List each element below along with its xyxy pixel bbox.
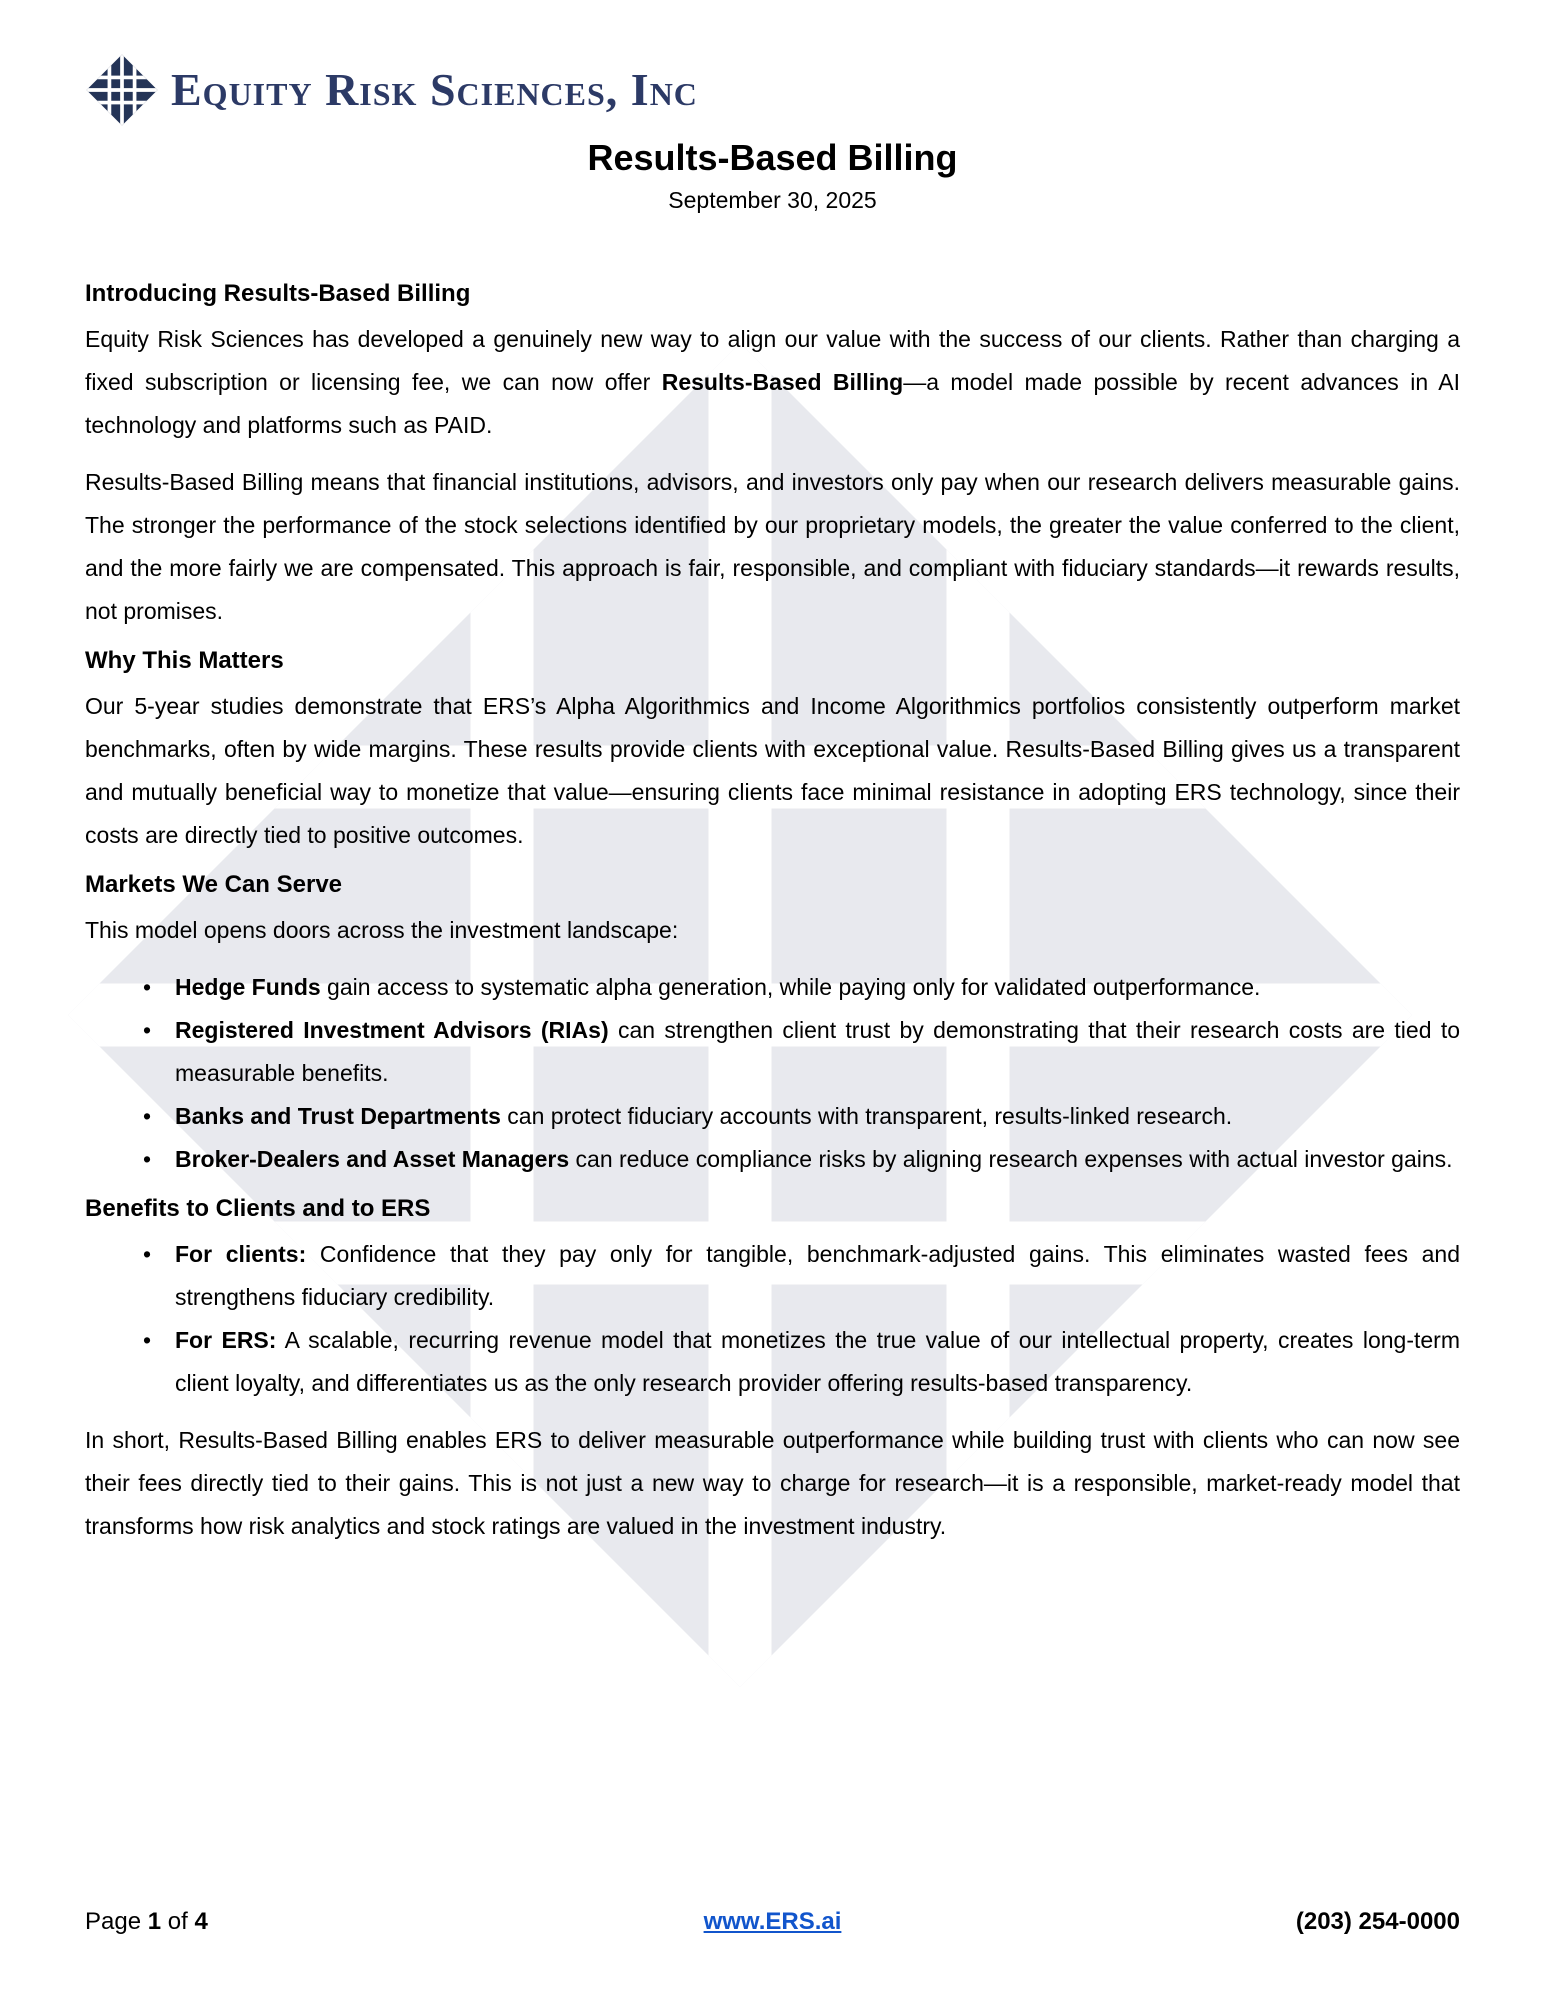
bold-text-run: For clients: bbox=[175, 1241, 307, 1268]
bold-text-run: Banks and Trust Departments bbox=[175, 1103, 501, 1130]
text-run: can protect fiduciary accounts with transparent, results-linked research. bbox=[500, 1103, 1233, 1130]
text-run: can reduce compliance risks by aligning research expenses with actual investor gains. bbox=[569, 1146, 1453, 1173]
bullet-item bbox=[137, 1319, 1460, 1405]
footer-website-link[interactable]: www.ERS.ai bbox=[703, 1908, 842, 1935]
bold-text-run: 4 bbox=[194, 1908, 208, 1935]
bullet-item bbox=[137, 1095, 1460, 1138]
bold-text-run: Results-Based Billing bbox=[661, 369, 904, 396]
document-body bbox=[85, 280, 1460, 1548]
text-run: can strengthen client trust by demonstrating that their research costs are tied to measurable benefits. bbox=[175, 1017, 1460, 1087]
section-heading: Markets We Can Serve bbox=[85, 871, 343, 899]
text-run: of bbox=[161, 1908, 195, 1935]
footer-phone-number: (203) 254-0000 bbox=[1295, 1908, 1460, 1935]
body-paragraph bbox=[85, 1419, 1460, 1548]
company-logo-lockup bbox=[85, 46, 1460, 134]
page-title: Results-Based Billing bbox=[587, 137, 958, 178]
bullet-item bbox=[137, 1233, 1460, 1319]
bold-text-run: Broker-Dealers and Asset Managers bbox=[175, 1146, 570, 1173]
company-name: Equity Risk Sciences, Inc bbox=[171, 64, 698, 115]
section-heading: Introducing Results-Based Billing bbox=[85, 280, 471, 308]
bullet-list bbox=[137, 1233, 1460, 1405]
body-paragraph bbox=[85, 318, 1460, 447]
text-run: —a model made possible by recent advances in AI technology and platforms such as PAID. bbox=[85, 369, 1461, 439]
text-run: A scalable, recurring revenue model that monetizes the true value of our intellectual property, creates long-term client loyalty, and differentiates us as the only research provider offering results-based transparency. bbox=[175, 1327, 1460, 1397]
bold-text-run: Registered Investment Advisors (RIAs) bbox=[175, 1017, 609, 1044]
page-footer bbox=[85, 1908, 1460, 1936]
bullet-list bbox=[137, 966, 1460, 1181]
text-run: In short, Results-Based Billing enables ERS to deliver measurable outperformance while building trust with clients who can now see their fees directly tied to their gains. This is not just a new way to charge for research—it is a responsible, market-ready model that transforms how risk analytics and stock ratings are valued in the investment industry. bbox=[85, 1427, 1460, 1540]
text-run: Confidence that they pay only for tangible, benchmark-adjusted gains. This eliminates wasted fees and strengthens fiduciary credibility. bbox=[175, 1241, 1460, 1311]
footer-page-number bbox=[85, 1908, 543, 1936]
bold-text-run: 1 bbox=[147, 1908, 162, 1935]
text-run: Page bbox=[85, 1908, 148, 1935]
body-paragraph bbox=[85, 685, 1460, 857]
bullet-item bbox=[137, 966, 1460, 1009]
document-date: September 30, 2025 bbox=[668, 187, 877, 214]
section-heading: Benefits to Clients and to ERS bbox=[85, 1195, 431, 1223]
section-heading: Why This Matters bbox=[85, 647, 284, 675]
text-run: Results-Based Billing means that financial institutions, advisors, and investors only pay when our research delivers measurable gains. The stronger the performance of the stock selections identified by our proprietary models, the greater the value conferred to the client, and the more fairly we are compensated. This approach is fair, responsible, and compliant with fiduciary standards—it rewards results, not promises. bbox=[85, 469, 1460, 625]
body-paragraph bbox=[85, 461, 1460, 633]
bold-text-run: For ERS: bbox=[175, 1327, 277, 1354]
text-run: This model opens doors across the investment landscape: bbox=[85, 917, 679, 944]
title-block bbox=[85, 136, 1460, 214]
body-paragraph bbox=[85, 909, 1460, 952]
bold-text-run: Hedge Funds bbox=[175, 974, 321, 1001]
text-run: Our 5-year studies demonstrate that ERS’s Alpha Algorithmics and Income Algorithmics portfolios consistently outperform market benchmarks, often by wide margins. These results provide clients with exceptional value. Results-Based Billing gives us a transparent and mutually beneficial way to monetize that value—ensuring clients face minimal resistance in adopting ERS technology, since their costs are directly tied to positive outcomes. bbox=[85, 693, 1460, 849]
bullet-item bbox=[137, 1009, 1460, 1095]
bullet-item bbox=[137, 1138, 1460, 1181]
text-run: gain access to systematic alpha generation, while paying only for validated outperformance. bbox=[320, 974, 1261, 1001]
woven-globe-logo-icon bbox=[85, 49, 159, 131]
text-run: Equity Risk Sciences has developed a genuinely new way to align our value with the success of our clients. Rather than charging a fixed subscription or licensing fee, we can now offer bbox=[85, 326, 1460, 396]
